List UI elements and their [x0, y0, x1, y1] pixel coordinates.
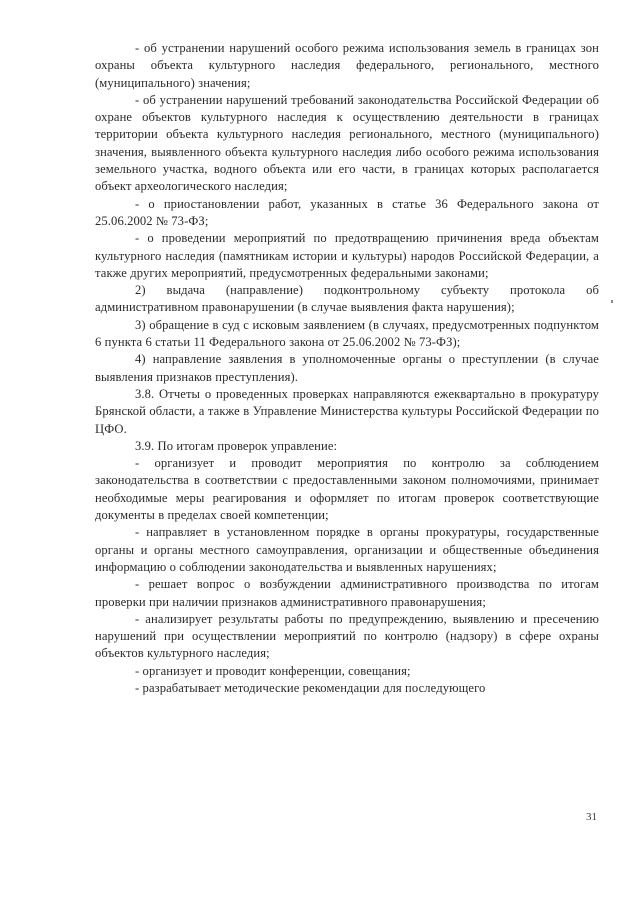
paragraph: - решает вопрос о возбуждении административного производства по итогам проверки при наличии признаков административного правонарушения; — [95, 577, 599, 609]
paragraph: 3.9. По итогам проверок управление: — [135, 438, 338, 453]
paragraph: 4) направление заявления в уполномоченные органы о преступлении (в случае выявления признаков преступления). — [95, 352, 599, 384]
paragraph: - анализирует результаты работы по предупреждению, выявлению и пресечению нарушений при осуществлении мероприятий по контролю (надзору) в сфере охраны объектов культурного наследия; — [95, 611, 599, 661]
paragraph: 2) выдача (направление) подконтрольному субъекту протокола об административном правонарушении (в случае выявления факта нарушения); — [95, 283, 599, 315]
scan-speck — [611, 300, 613, 303]
paragraph: - о приостановлении работ, указанных в статье 36 Федерального закона от 25.06.2002 № 73-ФЗ; — [95, 196, 599, 228]
paragraph: - организует и проводит конференции, совещания; — [135, 663, 411, 678]
paragraph: - о проведении мероприятий по предотвращению причинения вреда объектам культурного наследия (памятникам истории и культуры) народов Российской Федерации, а также других мероприятий, предусмотренных федеральными законами; — [95, 231, 599, 280]
document-body — [95, 40, 599, 697]
page-number: 31 — [586, 811, 597, 823]
paragraph: - об устранении нарушений особого режима использования земель в границах зон охраны объекта культурного наследия федерального, регионального, местного (муниципального) значения; — [95, 41, 599, 90]
paragraph: 3) обращение в суд с исковым заявлением (в случаях, предусмотренных подпунктом 6 пункта 6 статьи 11 Федерального закона от 25.06.2002 № 73-ФЗ); — [95, 317, 599, 350]
paragraph: - организует и проводит мероприятия по контролю за соблюдением законодательства в соответствии с предоставленными законом полномочиями, принимает необходимые меры реагирования и оформляет по итогам проверок соответствующие документы в пределах своей компетенции; — [95, 456, 599, 523]
paragraph: - разрабатывает методические рекомендации для последующего — [135, 680, 486, 695]
paragraph: - об устранении нарушений требований законодательства Российской Федерации об охране объектов культурного наследия к осуществлению деятельности в границах территории объекта культурного наследия регионального, местного (муниципального) значения, выявленного объекта культурного наследия либо особого режима использования земельного участка, водного объекта или его части, в границах которых располагается объект археологического наследия; — [95, 92, 599, 194]
paragraph: 3.8. Отчеты о проведенных проверках направляются ежеквартально в прокуратуру Брянской области, а также в Управление Министерства культуры Российской Федерации по ЦФО. — [95, 386, 599, 436]
paragraph: - направляет в установленном порядке в органы прокуратуры, государственные органы и органы местного самоуправления, организации и общественные объединения информацию о соблюдении законодательства и выявленных нарушениях; — [95, 525, 599, 574]
